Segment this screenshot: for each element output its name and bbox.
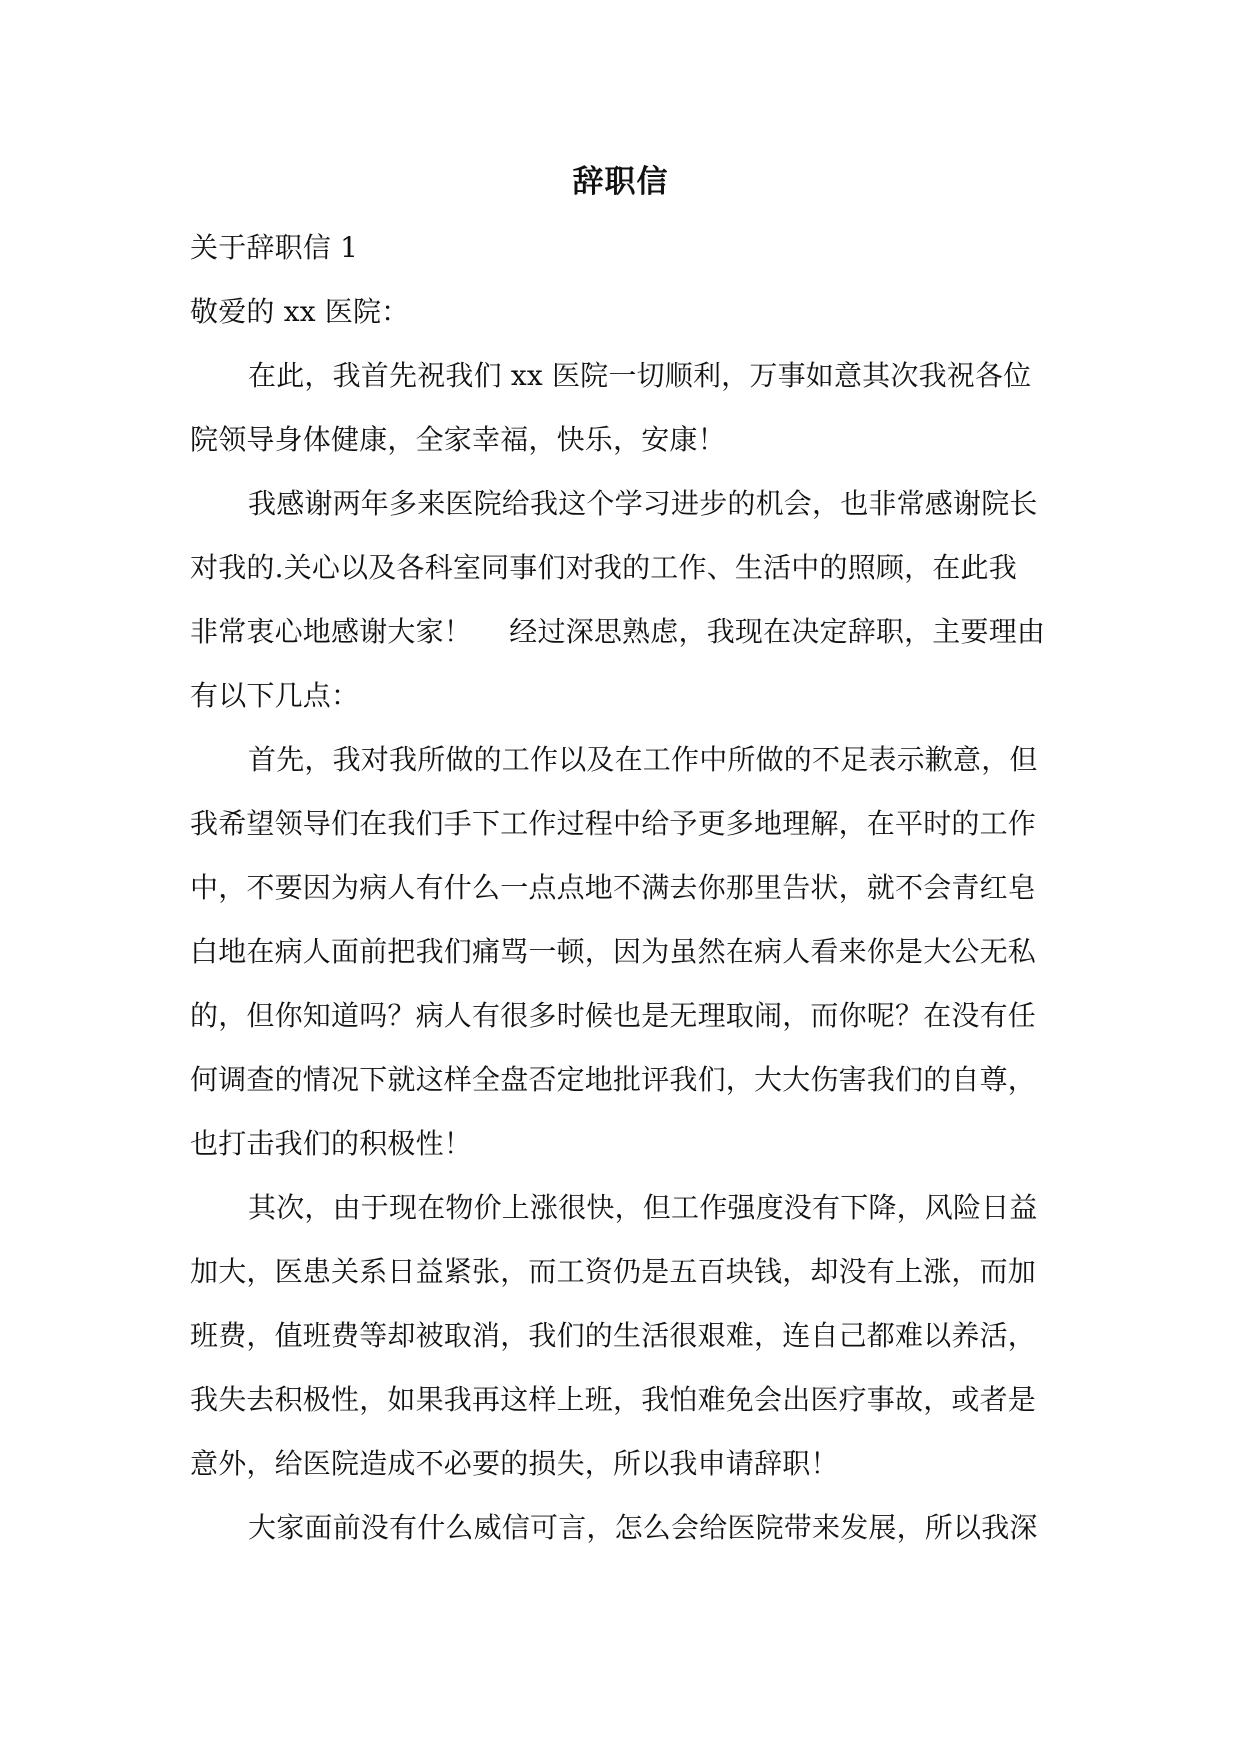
paragraph-line: 有以下几点： [190, 679, 360, 712]
paragraph-line: 非常衷心地感谢大家！ 经过深思熟虑，我现在决定辞职，主要理由 [190, 615, 1046, 648]
paragraph-line: 的，但你知道吗？病人有很多时候也是无理取闹，而你呢？在没有任 [190, 999, 1037, 1032]
section-heading: 关于辞职信 1 [190, 231, 359, 264]
paragraph-line: 在此，我首先祝我们 xx 医院一切顺利，万事如意其次我祝各位 [248, 359, 1032, 392]
paragraph-line: 班费，值班费等却被取消，我们的生活很艰难，连自己都难以养活， [190, 1319, 1037, 1352]
paragraph-line: 我失去积极性，如果我再这样上班，我怕难免会出医疗事故，或者是 [190, 1383, 1037, 1416]
paragraph-line: 也打击我们的积极性！ [190, 1127, 473, 1160]
paragraph-line: 何调查的情况下就这样全盘否定地批评我们，大大伤害我们的自尊， [190, 1063, 1037, 1096]
paragraph-line: 院领导身体健康，全家幸福，快乐，安康！ [190, 423, 726, 456]
paragraph-line: 我希望领导们在我们手下工作过程中给予更多地理解，在平时的工作 [190, 807, 1037, 840]
paragraph-line: 意外，给医院造成不必要的损失，所以我申请辞职！ [190, 1447, 839, 1480]
paragraph-line: 大家面前没有什么威信可言，怎么会给医院带来发展，所以我深 [248, 1511, 1038, 1544]
paragraph-line: 白地在病人面前把我们痛骂一顿，因为虽然在病人看来你是大公无私 [190, 935, 1037, 968]
paragraph-line: 我感谢两年多来医院给我这个学习进步的机会，也非常感谢院长 [248, 487, 1038, 520]
paragraph-line: 中，不要因为病人有什么一点点地不满去你那里告状，就不会青红皂 [190, 871, 1037, 904]
paragraph-line: 加大，医患关系日益紧张，而工资仍是五百块钱，却没有上涨，而加 [190, 1255, 1037, 1288]
paragraph-line: 其次，由于现在物价上涨很快，但工作强度没有下降，风险日益 [248, 1191, 1038, 1224]
document-title: 辞职信 [572, 164, 669, 200]
paragraph-line: 首先，我对我所做的工作以及在工作中所做的不足表示歉意，但 [248, 743, 1038, 776]
paragraph-line: 对我的.关心以及各科室同事们对我的工作、生活中的照顾，在此我 [190, 551, 1017, 584]
salutation: 敬爱的 xx 医院： [190, 295, 410, 328]
